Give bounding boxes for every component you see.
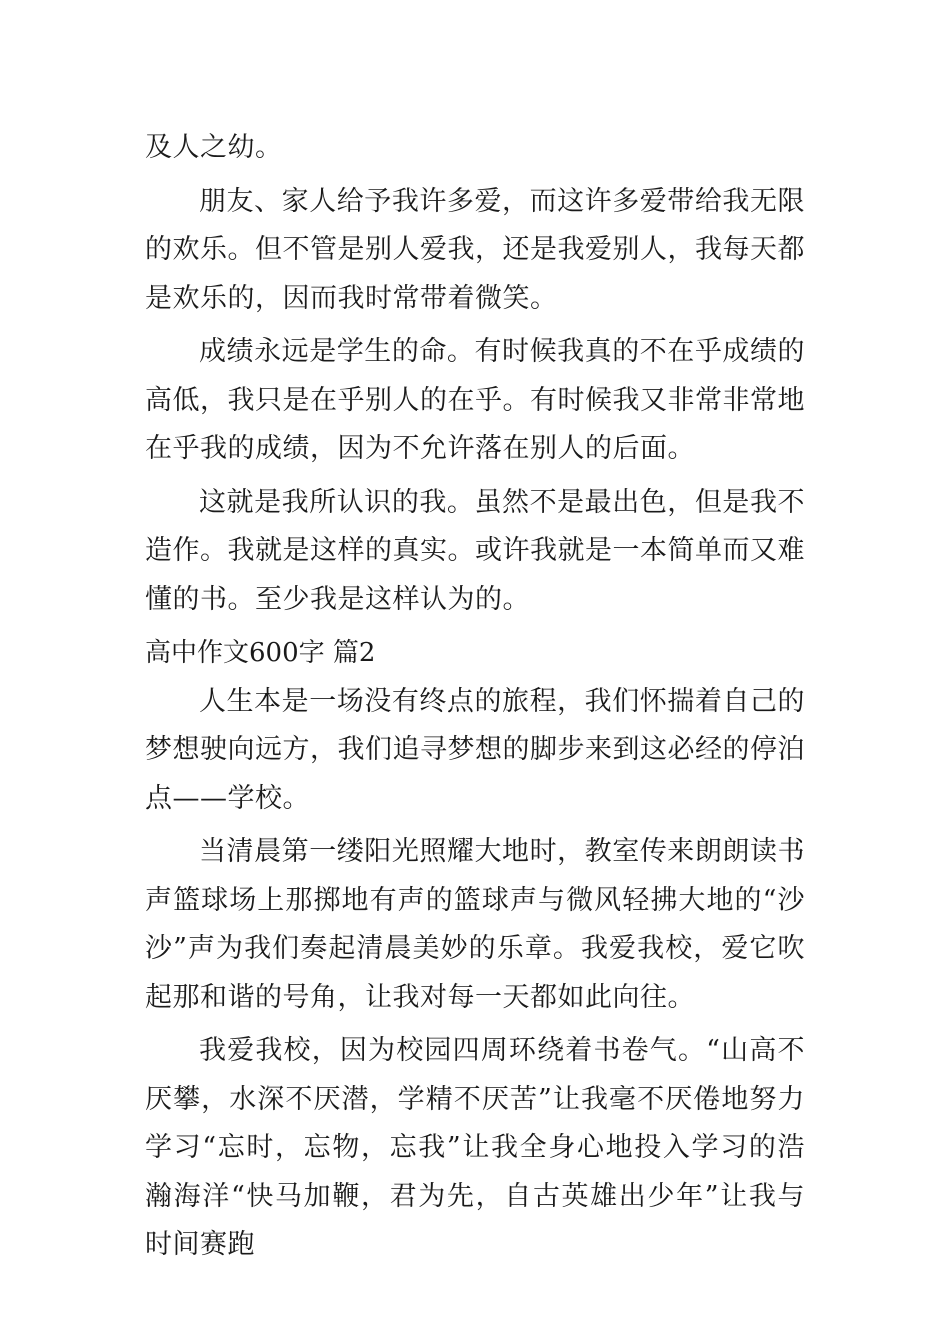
paragraph: 人生本是一场没有终点的旅程，我们怀揣着自己的梦想驶向远方，我们追寻梦想的脚步来到这必经的停泊点——学校。 — [145, 685, 805, 814]
paragraph: 这就是我所认识的我。虽然不是最出色，但是我不造作。我就是这样的真实。或许我就是一本简单而又难懂的书。至少我是这样认为的。 — [145, 486, 805, 615]
section-heading: 高中作文600字 篇2 — [145, 638, 376, 668]
paragraph: 当清晨第一缕阳光照耀大地时，教室传来朗朗读书声篮球场上那掷地有声的篮球声与微风轻拂大地的“沙沙”声为我们奏起清晨美妙的乐章。我爱我校，爱它吹起那和谐的号角，让我对每一天都如此向往。 — [145, 836, 805, 1013]
document-body — [145, 124, 805, 1275]
continued-paragraph: 及人之幼。 — [145, 132, 283, 163]
paragraph: 成绩永远是学生的命。有时候我真的不在乎成绩的高低，我只是在乎别人的在乎。有时候我又非常非常地在乎我的成绩，因为不允许落在别人的后面。 — [145, 336, 805, 464]
paragraph: 朋友、家人给予我许多爱，而这许多爱带给我无限的欢乐。但不管是别人爱我，还是我爱别人，我每天都是欢乐的，因而我时常带着微笑。 — [145, 185, 805, 314]
paragraph: 我爱我校，因为校园四周环绕着书卷气。“山高不厌攀，水深不厌潜，学精不厌苦”让我毫不厌倦地努力学习“忘时，忘物，忘我”让我全身心地投入学习的浩瀚海洋“快马加鞭，君为先，自古英雄出少年”让我与时间赛跑 — [145, 1035, 805, 1260]
